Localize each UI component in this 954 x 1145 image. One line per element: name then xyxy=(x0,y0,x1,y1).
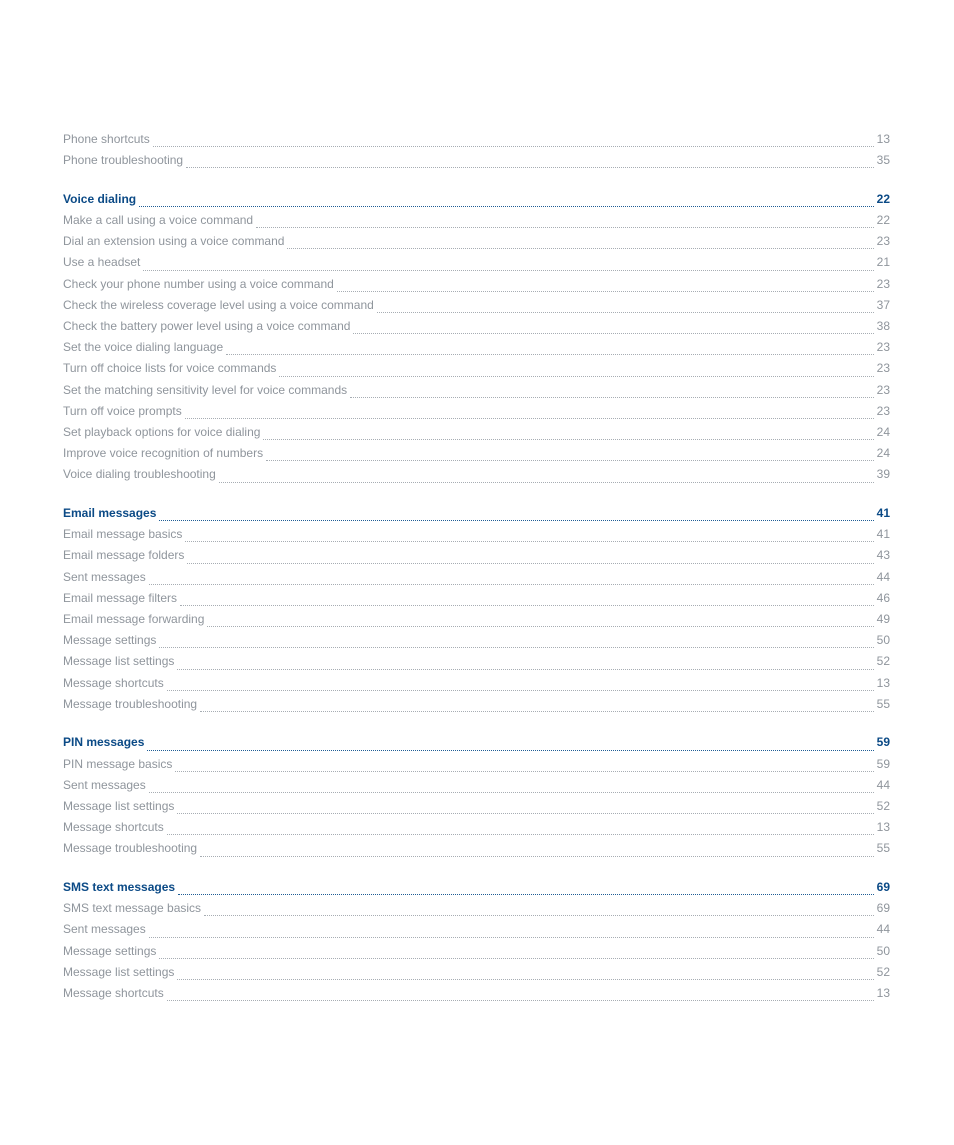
dot-leader xyxy=(200,711,874,712)
dot-leader xyxy=(177,979,873,980)
toc-heading-label: Email messages xyxy=(63,506,157,520)
toc-entry[interactable] xyxy=(63,277,890,298)
toc-entry-label: Message shortcuts xyxy=(63,820,164,835)
toc-entry[interactable] xyxy=(63,298,890,319)
toc-entry[interactable] xyxy=(63,676,890,697)
dot-leader xyxy=(159,647,873,648)
toc-section xyxy=(63,880,890,1007)
toc-entry-page-number: 41 xyxy=(876,527,890,542)
toc-entry-label: Voice dialing troubleshooting xyxy=(63,467,216,482)
dot-leader xyxy=(167,690,874,691)
toc-section xyxy=(63,192,890,489)
toc-section xyxy=(63,132,890,174)
dot-leader xyxy=(200,856,874,857)
toc-entry[interactable] xyxy=(63,799,890,820)
dot-leader xyxy=(263,439,873,440)
toc-entry-page-number: 44 xyxy=(876,569,890,584)
dot-leader xyxy=(149,792,874,793)
table-of-contents xyxy=(63,132,890,1007)
dot-leader xyxy=(178,894,874,895)
toc-entry-page-number: 37 xyxy=(876,297,890,312)
toc-heading-page-number: 22 xyxy=(876,191,890,206)
toc-entry-page-number: 23 xyxy=(876,276,890,291)
toc-entry-label: Phone shortcuts xyxy=(63,132,150,146)
toc-entry[interactable] xyxy=(63,965,890,986)
toc-heading-label: Voice dialing xyxy=(63,191,137,206)
dot-leader xyxy=(177,813,873,814)
toc-entry-page-number: 23 xyxy=(876,340,890,355)
toc-entry-page-number: 52 xyxy=(876,964,890,979)
dot-leader xyxy=(256,227,874,228)
toc-entry-page-number: 55 xyxy=(876,841,890,856)
toc-entry[interactable] xyxy=(63,922,890,943)
toc-entry[interactable] xyxy=(63,944,890,965)
toc-entry-page-number: 23 xyxy=(876,234,890,249)
toc-entry-label: Message troubleshooting xyxy=(63,696,198,711)
toc-entry-label: Set the voice dialing language xyxy=(63,340,224,355)
dot-leader xyxy=(147,750,873,751)
toc-entry-label: Message list settings xyxy=(63,798,175,813)
dot-leader xyxy=(337,291,874,292)
toc-entry-label: Message list settings xyxy=(63,654,175,669)
toc-entry-page-number: 50 xyxy=(876,633,890,648)
dot-leader xyxy=(177,669,873,670)
dot-leader xyxy=(167,834,874,835)
toc-entry-page-number: 52 xyxy=(876,654,890,669)
toc-entry-label: PIN message basics xyxy=(63,756,173,771)
dot-leader xyxy=(204,915,874,916)
dot-leader xyxy=(159,958,873,959)
toc-entry-label: Email message forwarding xyxy=(63,611,205,626)
toc-entry[interactable] xyxy=(63,527,890,548)
toc-entry-page-number: 52 xyxy=(876,798,890,813)
dot-leader xyxy=(266,460,874,461)
toc-entry-label: Make a call using a voice command xyxy=(63,213,254,228)
toc-entry[interactable] xyxy=(63,697,890,718)
toc-section xyxy=(63,506,890,718)
toc-entry[interactable] xyxy=(63,213,890,234)
toc-entry[interactable] xyxy=(63,234,890,255)
toc-entry-page-number: 44 xyxy=(876,922,890,937)
toc-entry-label: Sent messages xyxy=(63,569,146,584)
toc-entry-page-number: 24 xyxy=(876,446,890,461)
toc-entry[interactable] xyxy=(63,425,890,446)
toc-entry[interactable] xyxy=(63,612,890,633)
toc-entry[interactable] xyxy=(63,548,890,569)
toc-heading-page-number: 59 xyxy=(876,735,890,750)
toc-entry[interactable] xyxy=(63,361,890,382)
toc-entry-label: Email message filters xyxy=(63,590,178,605)
toc-entry[interactable] xyxy=(63,255,890,276)
toc-entry[interactable] xyxy=(63,901,890,922)
toc-entry-label: Check your phone number using a voice command xyxy=(63,276,334,291)
dot-leader xyxy=(159,520,873,521)
toc-entry[interactable] xyxy=(63,591,890,612)
toc-entry-page-number: 69 xyxy=(876,901,890,916)
toc-section-heading[interactable] xyxy=(63,880,890,901)
dot-leader xyxy=(207,626,873,627)
toc-entry-label: Message shortcuts xyxy=(63,985,164,1000)
toc-heading-label: SMS text messages xyxy=(63,880,176,894)
dot-leader xyxy=(377,312,874,313)
toc-entry-page-number: 23 xyxy=(876,403,890,418)
toc-entry-label: SMS text message basics xyxy=(63,901,202,916)
toc-entry-page-number: 13 xyxy=(876,132,890,146)
toc-heading-page-number: 41 xyxy=(876,506,890,520)
toc-entry[interactable] xyxy=(63,778,890,799)
toc-entry-page-number: 23 xyxy=(876,382,890,397)
toc-entry-page-number: 22 xyxy=(876,213,890,228)
toc-entry[interactable] xyxy=(63,132,890,153)
toc-entry-page-number: 50 xyxy=(876,943,890,958)
toc-entry-page-number: 13 xyxy=(876,820,890,835)
dot-leader xyxy=(219,482,874,483)
toc-entry[interactable] xyxy=(63,446,890,467)
toc-entry[interactable] xyxy=(63,820,890,841)
toc-entry[interactable] xyxy=(63,570,890,591)
toc-entry-page-number: 46 xyxy=(876,590,890,605)
toc-section-heading[interactable] xyxy=(63,192,890,213)
toc-entry[interactable] xyxy=(63,986,890,1007)
toc-entry-page-number: 24 xyxy=(876,424,890,439)
toc-entry[interactable] xyxy=(63,841,890,862)
toc-entry-label: Check the wireless coverage level using a voice command xyxy=(63,297,374,312)
toc-entry-label: Use a headset xyxy=(63,255,141,270)
toc-heading-label: PIN messages xyxy=(63,735,145,750)
toc-entry-label: Set playback options for voice dialing xyxy=(63,424,261,439)
toc-entry-page-number: 59 xyxy=(876,756,890,771)
toc-entry-label: Dial an extension using a voice command xyxy=(63,234,285,249)
toc-entry[interactable] xyxy=(63,340,890,361)
toc-entry-label: Check the battery power level using a voice command xyxy=(63,319,351,333)
toc-entry[interactable] xyxy=(63,757,890,778)
toc-entry-page-number: 38 xyxy=(876,319,890,333)
toc-entry[interactable] xyxy=(63,404,890,425)
dot-leader xyxy=(180,605,874,606)
toc-entry-label: Message troubleshooting xyxy=(63,841,198,856)
dot-leader xyxy=(350,397,874,398)
toc-entry-page-number: 55 xyxy=(876,696,890,711)
toc-entry-label: Set the matching sensitivity level for voice commands xyxy=(63,382,348,397)
toc-entry-label: Sent messages xyxy=(63,922,146,937)
toc-entry-page-number: 43 xyxy=(876,548,890,563)
dot-leader xyxy=(167,1000,874,1001)
toc-entry-label: Turn off choice lists for voice commands xyxy=(63,361,277,376)
toc-section-heading[interactable] xyxy=(63,735,890,756)
toc-entry-page-number: 13 xyxy=(876,675,890,690)
toc-entry-label: Email message folders xyxy=(63,548,185,563)
toc-entry-page-number: 39 xyxy=(876,467,890,482)
toc-entry-label: Message settings xyxy=(63,943,157,958)
toc-entry-label: Message settings xyxy=(63,633,157,648)
toc-entry-label: Improve voice recognition of numbers xyxy=(63,446,264,461)
toc-entry-page-number: 35 xyxy=(876,153,890,168)
dot-leader xyxy=(226,354,874,355)
toc-section-heading[interactable] xyxy=(63,506,890,527)
toc-entry[interactable] xyxy=(63,319,890,340)
toc-entry-label: Sent messages xyxy=(63,777,146,792)
dot-leader xyxy=(287,248,873,249)
toc-entry-page-number: 44 xyxy=(876,777,890,792)
dot-leader xyxy=(185,418,874,419)
toc-entry-page-number: 49 xyxy=(876,611,890,626)
toc-entry-label: Turn off voice prompts xyxy=(63,403,182,418)
toc-entry[interactable] xyxy=(63,383,890,404)
dot-leader xyxy=(149,584,874,585)
toc-entry[interactable] xyxy=(63,467,890,488)
dot-leader xyxy=(279,376,873,377)
toc-entry[interactable] xyxy=(63,633,890,654)
toc-entry-page-number: 13 xyxy=(876,985,890,1000)
dot-leader xyxy=(185,541,873,542)
toc-entry-label: Message shortcuts xyxy=(63,675,164,690)
toc-entry[interactable] xyxy=(63,153,890,174)
dot-leader xyxy=(149,937,874,938)
dot-leader xyxy=(143,270,873,271)
dot-leader xyxy=(353,333,873,334)
dot-leader xyxy=(186,167,874,168)
toc-entry-page-number: 21 xyxy=(876,255,890,270)
dot-leader xyxy=(153,146,874,147)
toc-entry-label: Email message basics xyxy=(63,527,183,542)
toc-entry-label: Message list settings xyxy=(63,964,175,979)
toc-entry-page-number: 23 xyxy=(876,361,890,376)
dot-leader xyxy=(187,563,873,564)
toc-entry[interactable] xyxy=(63,654,890,675)
toc-heading-page-number: 69 xyxy=(876,880,890,894)
dot-leader xyxy=(175,771,873,772)
toc-entry-label: Phone troubleshooting xyxy=(63,153,184,168)
toc-section xyxy=(63,735,890,862)
dot-leader xyxy=(139,206,874,207)
